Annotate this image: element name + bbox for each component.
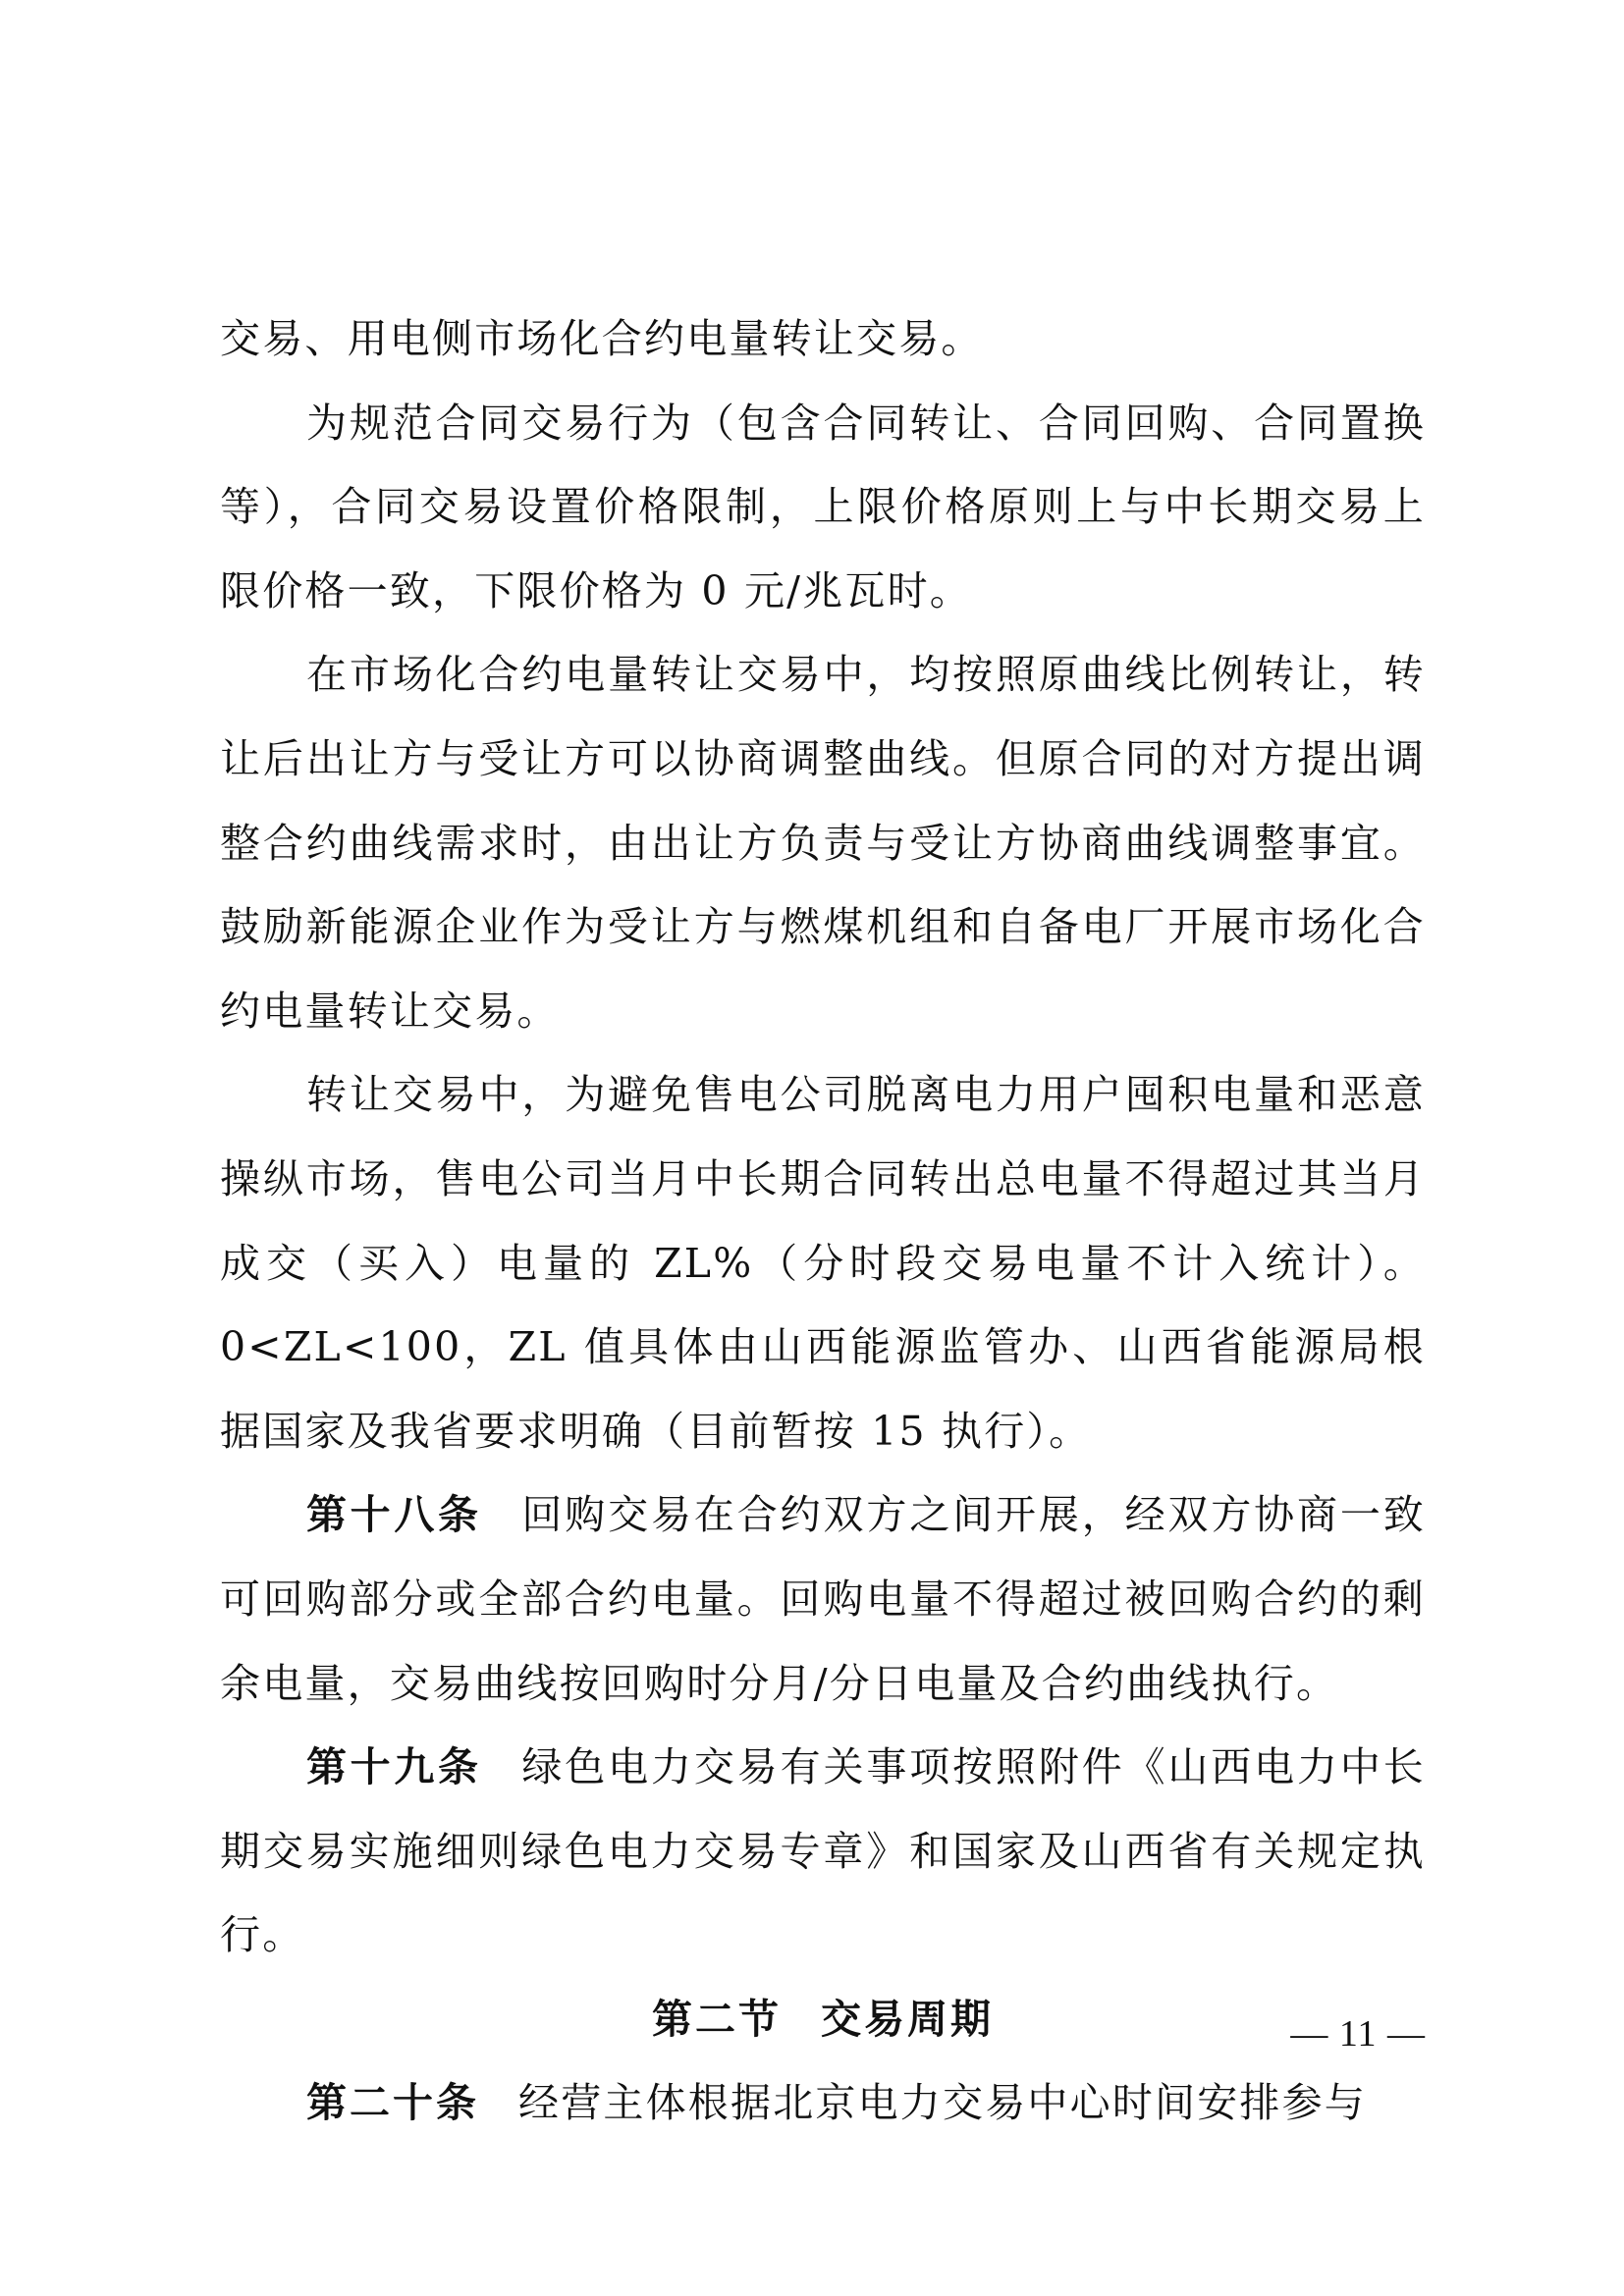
article-20-text: 经营主体根据北京电力交易中心时间安排参与 <box>518 2079 1367 2127</box>
article-19 <box>220 1726 1426 1978</box>
article-20 <box>220 2061 1426 2146</box>
paragraph-continuation: 交易、用电侧市场化合约电量转让交易。 <box>220 315 984 362</box>
section-title: 交易周期 <box>821 1995 994 2043</box>
article-20-label: 第二十条 <box>306 2079 479 2127</box>
page-number: — 11 — <box>1290 2013 1426 2055</box>
paragraph-curve-transfer: 在市场化合约电量转让交易中，均按照原曲线比例转让，转让后出让方与受让方可以协商调整曲线。但原合同的对方提出调整合约曲线需求时，由出让方负责与受让方协商曲线调整事宜。鼓励新能源企业作为受让方与燃煤机组和自备电厂开展市场化合约电量转让交易。 <box>220 651 1426 1035</box>
article-18-text: 回购交易在合约双方之间开展，经双方协商一致可回购部分或全部合约电量。回购电量不得超过被回购合约的剩余电量，交易曲线按回购时分月/分日电量及合约曲线执行。 <box>220 1491 1426 1707</box>
article-18 <box>220 1473 1426 1726</box>
paragraph-price-limit: 为规范合同交易行为（包含合同转让、合同回购、合同置换等），合同交易设置价格限制，上限价格原则上与中长期交易上限价格一致，下限价格为 0 元/兆瓦时。 <box>220 399 1426 614</box>
body-text <box>220 297 1426 2146</box>
section-heading <box>220 1978 1426 2062</box>
paragraph-transfer-cap: 转让交易中，为避免售电公司脱离电力用户囤积电量和恶意操纵市场，售电公司当月中长期合同转出总电量不得超过其当月成交（买入）电量的 ZL%（分时段交易电量不计入统计）。0<ZL<100，ZL 值具体由山西能源监管办、山西省能源局根据国家及我省要求明确（目前暂按 15 执行）。 <box>220 1071 1426 1455</box>
section-number: 第二节 <box>652 1995 782 2043</box>
article-18-label: 第十八条 <box>306 1491 482 1539</box>
article-19-label: 第十九条 <box>306 1743 482 1791</box>
article-19-text: 绿色电力交易有关事项按照附件《山西电力中长期交易实施细则绿色电力交易专章》和国家及山西省有关规定执行。 <box>220 1743 1426 1959</box>
